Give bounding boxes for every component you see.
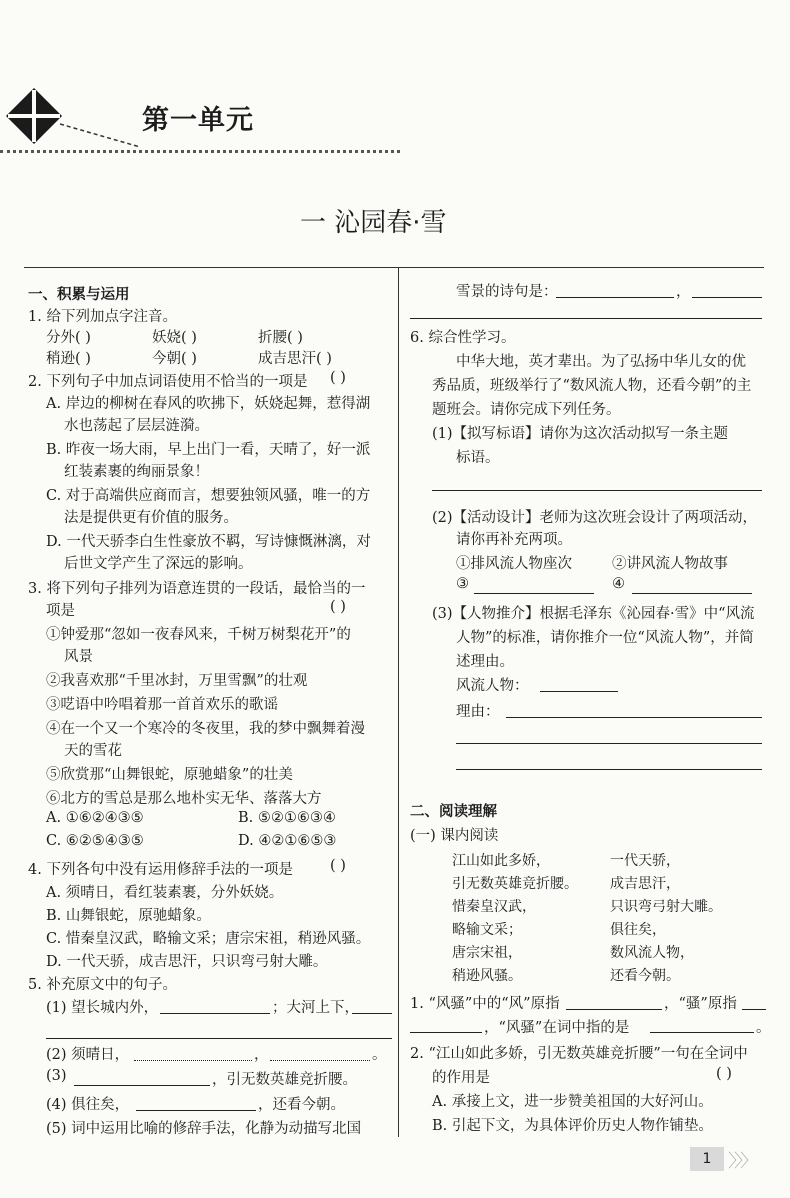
q1-item: 稍逊( ) (46, 351, 91, 367)
r2-option-a: A. 承接上文，进一步赞美祖国的大好河山。 (432, 1094, 713, 1110)
q2-option-d: D. 一代天骄李白生性豪放不羁，写诗慷慨淋漓，对 (46, 534, 371, 550)
q6-task2-item: ②讲风流人物故事 (612, 556, 728, 572)
q5-5-label: (5) 词中运用比喻的修辞手法，化静为动描写北国 (46, 1121, 362, 1137)
dotted-divider (0, 150, 400, 153)
q3-item: ④在一个又一个寒冷的冬夜里，我的梦中飘舞着漫 (46, 721, 365, 737)
q6-stem: 6. 综合性学习。 (410, 330, 516, 346)
q1-item: 折腰( ) (258, 330, 303, 346)
q4-stem: 4. 下列各句中没有运用修辞手法的一项是 (28, 862, 293, 878)
column-divider (398, 267, 399, 1137)
r2-stem-cont: 的作用是 (432, 1070, 490, 1086)
q5-4-blank[interactable] (136, 1110, 256, 1111)
reading-subtitle: (一) 课内阅读 (410, 828, 499, 844)
section2-title: 二、阅读理解 (410, 804, 497, 820)
q6-task2-cont: 请你再补充两项。 (456, 532, 572, 548)
q4-option-a: A. 须晴日，看红装素裹，分外妖娆。 (46, 885, 284, 901)
q5-5-blank-line[interactable] (410, 318, 762, 319)
r1-blank[interactable] (566, 1009, 662, 1010)
r1-end: 。 (756, 1020, 771, 1036)
q5-5-blank[interactable] (556, 297, 674, 298)
q6-task2-item: ③ (456, 576, 469, 592)
q6-task2-blank[interactable] (474, 593, 594, 594)
q5-stem: 5. 补充原文中的句子。 (28, 977, 177, 993)
poem-line: 惜秦皇汉武， (452, 899, 536, 915)
q3-item: ⑤欣赏那“山舞银蛇，原驰蜡象”的壮美 (46, 767, 293, 783)
q1-item: 成吉思汗( ) (258, 351, 332, 367)
q5-2-label: (2) 须晴日， (46, 1047, 130, 1063)
r1-blank[interactable] (742, 1009, 766, 1010)
q2-option-b: B. 昨夜一场大雨，早上出门一看，天晴了，好一派 (46, 442, 371, 458)
q2-option-c-cont: 法是提供更有价值的服务。 (64, 510, 238, 526)
q5-1-blank[interactable] (352, 1013, 392, 1014)
poem-line: 只识弯弓射大雕。 (610, 899, 722, 915)
q5-2-comma: ， (254, 1047, 269, 1063)
q5-3-blank[interactable] (74, 1085, 210, 1086)
poem-line: 一代天骄， (610, 853, 680, 869)
q3-option-b: B. ⑤②①⑥③④ (238, 810, 336, 826)
poem-line: 还看今朝。 (610, 968, 680, 984)
q1-item: 分外( ) (46, 330, 91, 346)
r1-mid: ，“骚”原指 (664, 996, 737, 1012)
lesson-title: 一 沁园春·雪 (300, 208, 447, 238)
page-number: 1 (690, 1147, 724, 1171)
q6-task2: (2)【活动设计】老师为这次班会设计了两项活动， (432, 510, 758, 526)
poem-line: 略输文采； (452, 922, 522, 938)
q4-option-d: D. 一代天骄，成吉思汗，只识弯弓射大雕。 (46, 954, 328, 970)
q1-item: 今朝( ) (152, 351, 197, 367)
q5-4-tail: ，还看今朝。 (258, 1097, 345, 1113)
r1-blank[interactable] (650, 1032, 754, 1033)
q3-item: ⑥北方的雪总是那么地朴实无华、落落大方 (46, 791, 322, 807)
q5-1-blank[interactable] (160, 1013, 270, 1014)
poem-line: 引无数英雄竞折腰。 (452, 876, 578, 892)
q6-reason-line[interactable] (456, 743, 762, 744)
q6-person-label: 风流人物： (456, 678, 529, 694)
section1-title: 一、积累与运用 (28, 287, 130, 303)
poem-line: 唐宗宋祖， (452, 945, 522, 961)
q2-option-c: C. 对于高端供应商而言，想要独领风骚，唯一的方 (46, 488, 371, 504)
q6-person-blank[interactable] (540, 691, 618, 692)
q5-1-blank-line[interactable] (46, 1038, 392, 1039)
q5-4-label: (4) 俱往矣， (46, 1097, 130, 1113)
r2-stem: 2. “江山如此多娇，引无数英雄竞折腰”一句在全词中 (410, 1046, 748, 1062)
q3-option-d: D. ④②①⑥⑤③ (238, 833, 337, 849)
q6-intro: 中华大地，英才辈出。为了弘扬中华儿女的优 (456, 354, 746, 370)
unit-title: 第一单元 (142, 105, 254, 136)
poem-line: 俱往矣， (610, 922, 666, 938)
q6-task3: (3)【人物推介】根据毛泽东《沁园春·雪》中“风流 (432, 606, 755, 622)
q6-task1-cont: 标语。 (456, 450, 500, 466)
q3-item: 风景 (64, 649, 93, 665)
poem-line: 成吉思汗， (610, 876, 680, 892)
q2-answer-paren: ( ) (330, 370, 346, 386)
unit-emblem-icon (4, 86, 64, 146)
q2-stem: 2. 下列句子中加点词语使用不恰当的一项是 (28, 374, 308, 390)
q6-task1-answer-line[interactable] (432, 490, 762, 491)
q3-option-a: A. ①⑥②④③⑤ (46, 810, 144, 826)
r2-option-b: B. 引起下文，为具体评价历史人物作铺垫。 (432, 1118, 713, 1134)
q5-2-blank[interactable] (270, 1060, 370, 1061)
q6-intro: 秀品质，班级举行了“数风流人物，还看今朝”的主 (432, 378, 752, 394)
q6-task3-cont: 述理由。 (456, 654, 514, 670)
q3-stem-cont: 项是 (46, 603, 75, 619)
poem-line: 数风流人物， (610, 945, 694, 961)
q5-3-label: (3) (46, 1068, 67, 1084)
q6-reason-line[interactable] (506, 717, 762, 718)
q3-answer-paren: ( ) (330, 599, 346, 615)
q6-task2-blank[interactable] (632, 593, 752, 594)
q5-2-blank[interactable] (134, 1060, 252, 1061)
q5-1-mid: ；大河上下， (272, 1000, 359, 1016)
q3-stem: 3. 将下列句子排列为语意连贯的一段话，最恰当的一 (28, 581, 366, 597)
q2-option-a-cont: 水也荡起了层层涟漪。 (64, 418, 209, 434)
q3-option-c: C. ⑥②⑤④③⑤ (46, 833, 144, 849)
q2-option-d-cont: 后世文学产生了深远的影响。 (64, 556, 253, 572)
q4-answer-paren: ( ) (330, 858, 346, 874)
q6-task3-cont: 人物”的标准，请你推介一位“风流人物”，并简 (456, 630, 754, 646)
banner-arrow-decoration (60, 112, 150, 152)
q1-item: 妖娆( ) (152, 330, 197, 346)
poem-line: 稍逊风骚。 (452, 968, 522, 984)
q6-task2-item: ④ (612, 576, 625, 592)
q1-stem: 1. 给下列加点字注音。 (28, 309, 177, 325)
poem-line: 江山如此多娇， (452, 853, 550, 869)
q6-task1: (1)【拟写标语】请你为这次活动拟写一条主题 (432, 426, 729, 442)
q6-task2-item: ①排风流人物座次 (456, 556, 572, 572)
q3-item: 天的雪花 (64, 743, 122, 759)
q4-option-b: B. 山舞银蛇，原驰蜡象。 (46, 908, 211, 924)
q5-5-blank[interactable] (692, 297, 762, 298)
r1-tail: ，“风骚”在词中指的是 (484, 1020, 630, 1036)
q6-reason-line[interactable] (456, 769, 762, 770)
q3-item: ①钟爱那“忽如一夜春风来，千树万树梨花开”的 (46, 627, 351, 643)
q2-option-b-cont: 红装素裹的绚丽景象！ (64, 464, 209, 480)
r2-answer-paren: ( ) (716, 1066, 732, 1082)
top-rule (24, 267, 764, 268)
q3-item: ②我喜欢那“千里冰封，万里雪飘”的壮观 (46, 673, 308, 689)
q5-5-cont: 雪景的诗句是： (456, 284, 558, 300)
q5-1-label: (1) 望长城内外， (46, 1000, 159, 1016)
q6-intro: 题班会。请你完成下列任务。 (432, 402, 621, 418)
r1-blank[interactable] (410, 1032, 482, 1033)
q3-item: ③呓语中吟唱着那一首首欢乐的歌谣 (46, 697, 278, 713)
page-arrows-icon: 〉〉〉 (728, 1151, 755, 1172)
q6-reason-label: 理由： (456, 704, 500, 720)
q5-3-tail: ，引无数英雄竞折腰。 (212, 1072, 357, 1088)
q5-2-period: 。 (372, 1047, 387, 1063)
q2-option-a: A. 岸边的柳树在春风的吹拂下，妖娆起舞，惹得湖 (46, 396, 371, 412)
r1-stem: 1. “风骚”中的“风”原指 (410, 996, 560, 1012)
q4-option-c: C. 惜秦皇汉武，略输文采；唐宗宋祖，稍逊风骚。 (46, 931, 371, 947)
q5-5-comma: ， (676, 284, 691, 300)
